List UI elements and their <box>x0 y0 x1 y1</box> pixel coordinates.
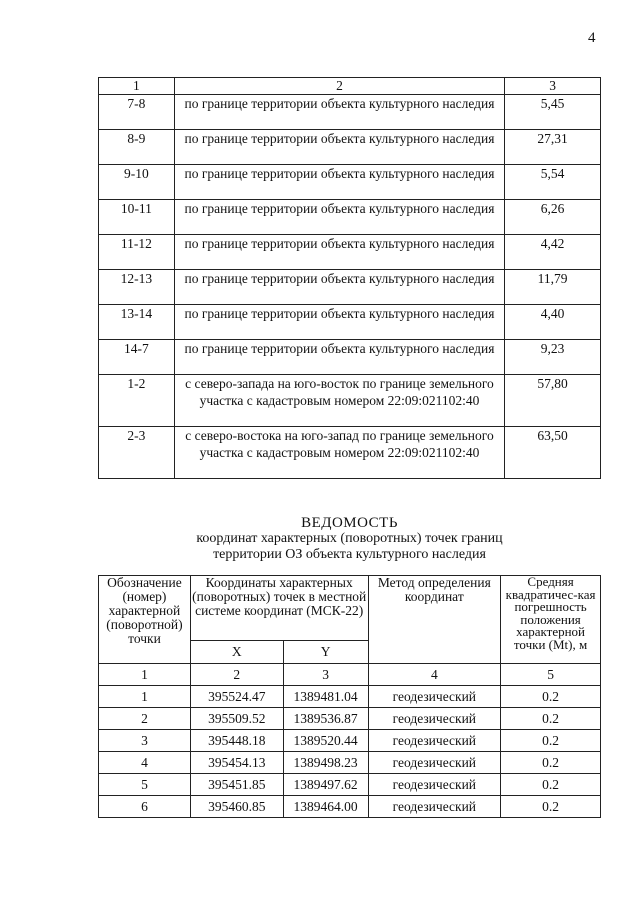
header-x: X <box>190 641 283 664</box>
table-row <box>99 686 601 708</box>
segment-length: 6,26 <box>505 200 601 235</box>
coordinate-y: 1389497.62 <box>283 774 368 796</box>
mean-square-error: 0.2 <box>501 730 601 752</box>
segment-description: по границе территории объекта культурного наследия <box>174 305 504 340</box>
statement-subtitle-line-2: территории ОЗ объекта культурного наследия <box>213 547 486 562</box>
method: геодезический <box>368 774 501 796</box>
table-row <box>99 95 601 130</box>
table-row <box>99 270 601 305</box>
coordinate-x: 395509.52 <box>190 708 283 730</box>
segment-description: по границе территории объекта культурного наследия <box>174 95 504 130</box>
table-row <box>99 305 601 340</box>
point-number: 4 <box>99 752 191 774</box>
segment-id: 14-7 <box>99 340 175 375</box>
header-coordinates: Координаты характерных (поворотных) точек в местной системе координат (МСК-22) <box>190 576 368 641</box>
coordinate-y: 1389498.23 <box>283 752 368 774</box>
column-number: 3 <box>283 664 368 686</box>
method: геодезический <box>368 708 501 730</box>
segments-header-col-3: 3 <box>505 78 601 95</box>
segment-id: 13-14 <box>99 305 175 340</box>
segments-header-col-1: 1 <box>99 78 175 95</box>
mean-square-error: 0.2 <box>501 796 601 818</box>
segment-description: по границе территории объекта культурного наследия <box>174 340 504 375</box>
statement-heading <box>98 515 601 563</box>
segment-id: 7-8 <box>99 95 175 130</box>
segment-length: 9,23 <box>505 340 601 375</box>
segment-description: по границе территории объекта культурного наследия <box>174 235 504 270</box>
statement-title: ВЕДОМОСТЬ <box>301 515 398 531</box>
column-number: 5 <box>501 664 601 686</box>
table-row <box>99 165 601 200</box>
header-y: Y <box>283 641 368 664</box>
column-number: 4 <box>368 664 501 686</box>
mean-square-error: 0.2 <box>501 686 601 708</box>
column-number: 1 <box>99 664 191 686</box>
segment-length: 5,54 <box>505 165 601 200</box>
point-number: 1 <box>99 686 191 708</box>
segments-table <box>98 77 601 479</box>
method: геодезический <box>368 796 501 818</box>
segment-id: 8-9 <box>99 130 175 165</box>
table-row <box>99 752 601 774</box>
column-number: 2 <box>190 664 283 686</box>
table-row <box>99 427 601 479</box>
page-number: 4 <box>588 30 596 46</box>
segment-id: 1-2 <box>99 375 175 427</box>
segment-length: 27,31 <box>505 130 601 165</box>
coordinate-x: 395451.85 <box>190 774 283 796</box>
segment-description: по границе территории объекта культурного наследия <box>174 200 504 235</box>
segment-id: 12-13 <box>99 270 175 305</box>
coordinate-y: 1389520.44 <box>283 730 368 752</box>
coordinate-x: 395454.13 <box>190 752 283 774</box>
segment-description: с северо-запада на юго-восток по границе земельного участка с кадастровым номером 22:09:021102:40 <box>174 375 504 427</box>
table-row <box>99 774 601 796</box>
segment-length: 5,45 <box>505 95 601 130</box>
coordinate-x: 395460.85 <box>190 796 283 818</box>
method: геодезический <box>368 752 501 774</box>
header-method: Метод определения координат <box>368 576 501 664</box>
segment-description: по границе территории объекта культурного наследия <box>174 130 504 165</box>
point-number: 5 <box>99 774 191 796</box>
mean-square-error: 0.2 <box>501 752 601 774</box>
segments-table-header <box>99 78 601 95</box>
segment-length: 63,50 <box>505 427 601 479</box>
table-row <box>99 200 601 235</box>
method: геодезический <box>368 730 501 752</box>
table-row <box>99 708 601 730</box>
mean-square-error: 0.2 <box>501 708 601 730</box>
segment-id: 9-10 <box>99 165 175 200</box>
segment-length: 11,79 <box>505 270 601 305</box>
segment-length: 4,40 <box>505 305 601 340</box>
segment-description: по границе территории объекта культурного наследия <box>174 270 504 305</box>
table-row <box>99 235 601 270</box>
segment-length: 57,80 <box>505 375 601 427</box>
method: геодезический <box>368 686 501 708</box>
coordinate-y: 1389536.87 <box>283 708 368 730</box>
segment-id: 2-3 <box>99 427 175 479</box>
coordinate-y: 1389464.00 <box>283 796 368 818</box>
coordinates-table <box>98 575 601 818</box>
statement-subtitle-line-1: координат характерных (поворотных) точек границ <box>196 531 503 546</box>
point-number: 2 <box>99 708 191 730</box>
table-row <box>99 340 601 375</box>
segment-description: по границе территории объекта культурного наследия <box>174 165 504 200</box>
segment-id: 10-11 <box>99 200 175 235</box>
table-row <box>99 730 601 752</box>
table-row <box>99 796 601 818</box>
table-row <box>99 130 601 165</box>
header-point-designation: Обозначение (номер) характерной (поворотной) точки <box>99 576 191 664</box>
segment-description: с северо-востока на юго-запад по границе земельного участка с кадастровым номером 22:09:021102:40 <box>174 427 504 479</box>
coordinate-x: 395524.47 <box>190 686 283 708</box>
coordinate-x: 395448.18 <box>190 730 283 752</box>
table-row <box>99 375 601 427</box>
segments-header-col-2: 2 <box>174 78 504 95</box>
segment-length: 4,42 <box>505 235 601 270</box>
point-number: 6 <box>99 796 191 818</box>
column-numbers-row <box>99 664 601 686</box>
header-mean-square-error: Средняя квадратичес-кая погрешность положения характерной точки (Mt), м <box>501 576 601 664</box>
mean-square-error: 0.2 <box>501 774 601 796</box>
point-number: 3 <box>99 730 191 752</box>
segment-id: 11-12 <box>99 235 175 270</box>
coordinate-y: 1389481.04 <box>283 686 368 708</box>
